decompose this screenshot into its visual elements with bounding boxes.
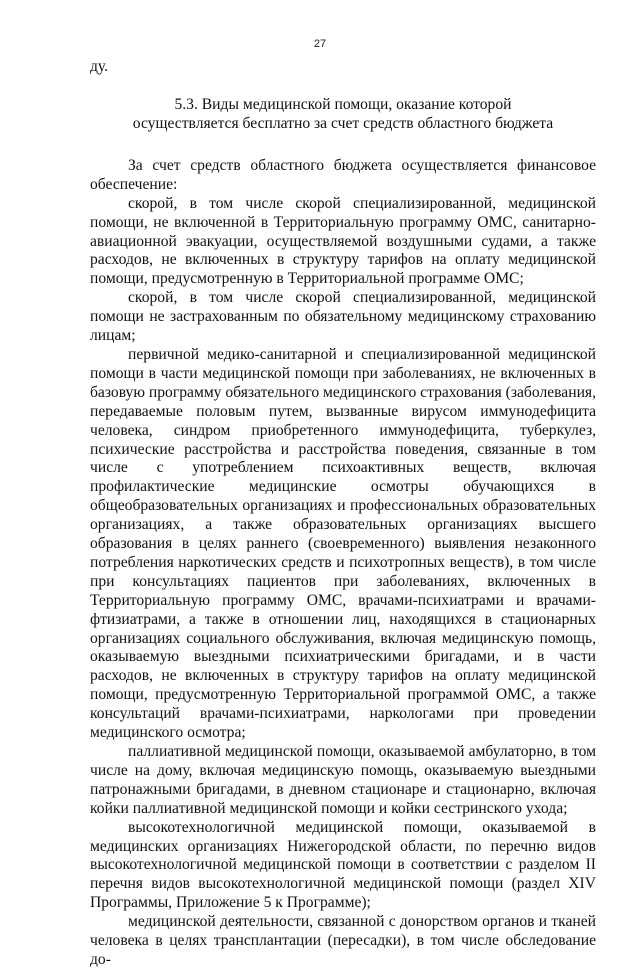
paragraph-emergency-uninsured: скорой, в том числе скорой специализированной, медицинской помощи не застрахованным по обязательному медицинскому страхованию лицам; [90,289,596,345]
paragraph-primary-care: первичной медико-санитарной и специализированной медицинской помощи в части медицинской помощи при заболеваниях, не включенных в базовую программу обязательного медицинского страхования (заболевания, передаваемые половым путем, вызванные вирусом иммунодефицита человека, синдром приобретенного иммунодефицита, туберкулез, психические расстройства и расстройства поведения, связанные в том числе с употреблением психоактивных веществ, включая профилактические медицинские осмотры обучающихся в общеобразовательных организациях и профессиональных образовательных организациях, а также образовательных организациях высшего образования в целях раннего (своевременного) выявления незаконного потребления наркотических средств и психотропных веществ), в том числе при консультациях пациентов при заболеваниях, включенных в Территориальную программу ОМС, врачами-психиатрами и врачами-фтизиатрами, а также в отношении лиц, находящихся в стационарных организациях социального обслуживания, включая медицинскую помощь, оказываемую выездными психиатрическими бригадами, и в части расходов, не включенных в структуру тарифов на оплату медицинской помощи, предусмотренную Территориальной программой ОМС, а также консультаций врачами-психиатрами, наркологами при проведении медицинского осмотра; [90,345,596,742]
paragraph-organ-donation: медицинской деятельности, связанной с донорством органов и тканей человека в целях трансплантации (пересадки), в том числе обследование до- [90,913,596,968]
carry-over-text: ду. [90,58,109,75]
section-title-line-2: осуществляется бесплатно за счет средств областного бюджета [132,114,554,132]
paragraph-intro: За счет средств областного бюджета осуществляется финансовое обеспечение: [90,156,596,193]
section-title [90,95,596,133]
paragraph-palliative-care: паллиативной медицинской помощи, оказываемой амбулаторно, в том числе на дому, включая медицинскую помощь, оказываемую выездными патронажными бригадами, в дневном стационаре и стационарно, включая койки паллиативной медицинской помощи и койки сестринского ухода; [90,743,596,817]
document-body [90,58,596,970]
page-number: 27 [313,38,327,50]
paragraph-emergency-care: скорой, в том числе скорой специализированной, медицинской помощи, не включенной в Территориальную программу ОМС, санитарно-авиационной эвакуации, осуществляемой воздушными судами, а также расходов, не включенных в структуру тарифов на оплату медицинской помощи, предусмотренную в Территориальной программе ОМС; [90,194,596,288]
section-title-line-1: 5.3. Виды медицинской помощи, оказание которой [174,95,512,113]
paragraph-high-tech-care: высокотехнологичной медицинской помощи, оказываемой в медицинских организациях Нижегородской области, по перечню видов высокотехнологичной медицинской помощи в соответствии с разделом II перечня видов высокотехнологичной медицинской помощи (раздел XIV Программы, Приложение 5 к Программе); [90,818,596,912]
